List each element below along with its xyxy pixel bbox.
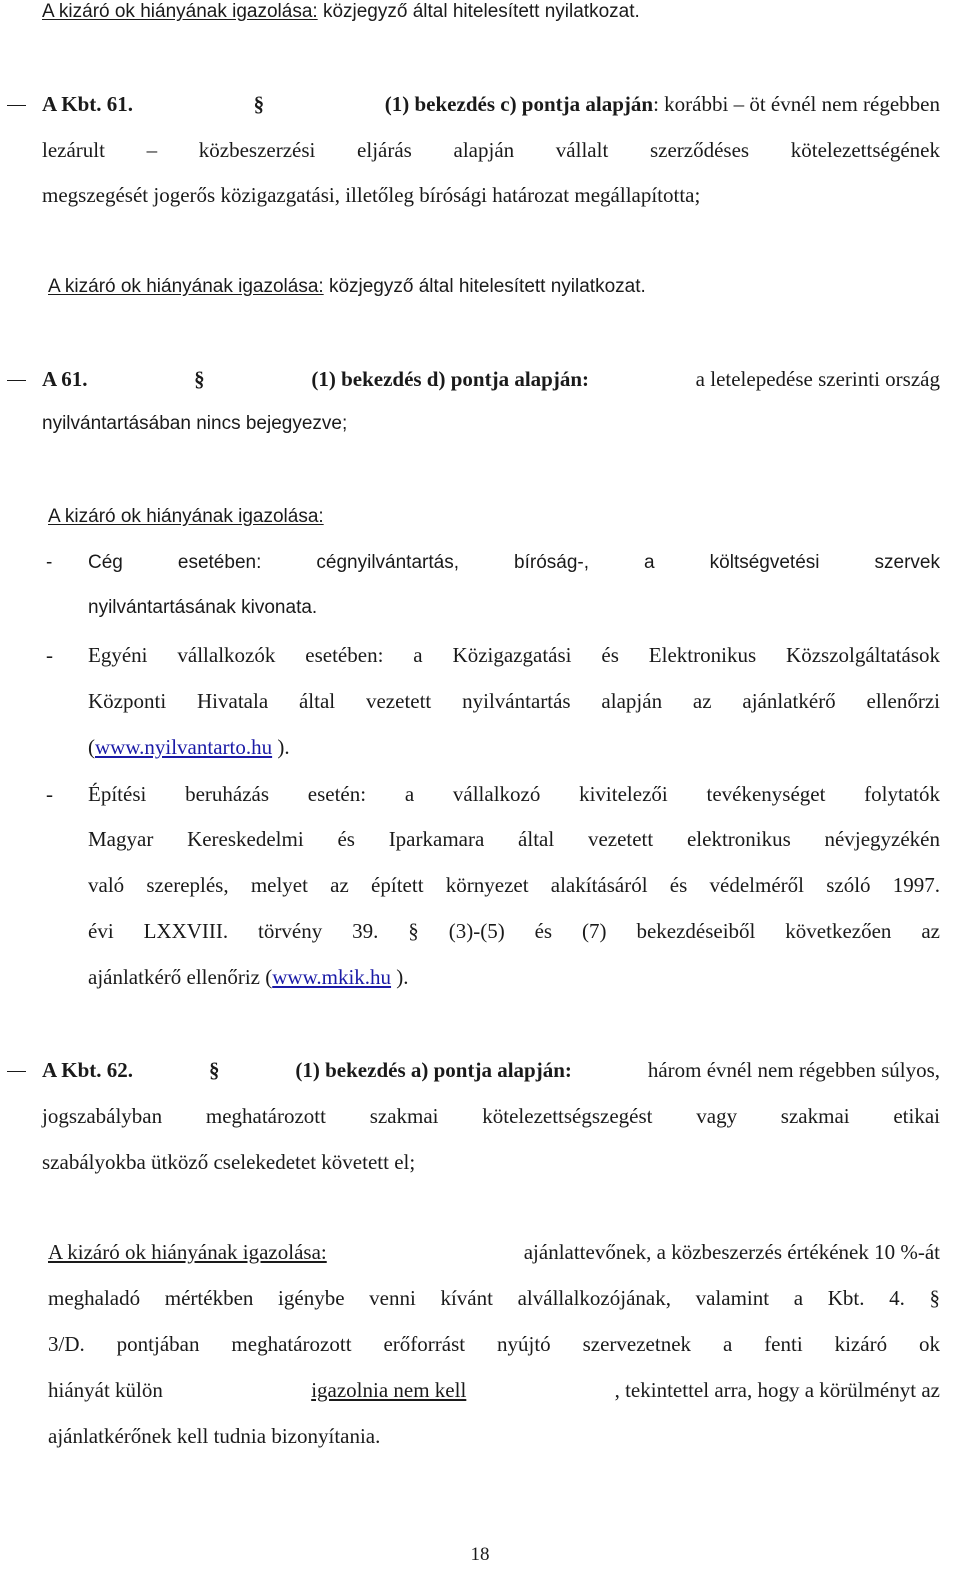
page-number: 18 (470, 1544, 490, 1565)
verification-statement-1: A kizáró ok hiányának igazolása: közjegyző által hitelesített nyilatkozat. (42, 1, 640, 22)
verification-heading: A kizáró ok hiányának igazolása: (42, 1, 318, 22)
construction-line5: ajánlatkérő ellenőriz (www.mkik.hu ). (88, 965, 409, 989)
kbt61d-line1: A 61. § (1) bekezdés d) pontja alapján: a letelepedése szerinti ország (42, 367, 940, 391)
em-dash-bullet (7, 380, 26, 381)
block4-line4: hiányát külön igazolnia nem kell , tekintettel arra, hogy a körülményt az (48, 1378, 940, 1402)
construction-line4: évi LXXVIII. törvény 39. § (3)-(5) és (7) bekezdéseiből következően az (88, 919, 940, 943)
sole-trader-line2: Központi Hivatala által vezetett nyilvántartás alapján az ajánlatkérő ellenőrzi (88, 689, 940, 713)
bullet-hyphen: - (46, 782, 53, 806)
kbt61c-line3: megszegését jogerős közigazgatási, illetőleg bírósági határozat megállapította; (42, 183, 701, 207)
verification-heading-3: A kizáró ok hiányának igazolása: (48, 506, 324, 527)
sole-trader-line1: Egyéni vállalkozók esetében: a Közigazgatási és Elektronikus Közszolgáltatások (88, 643, 940, 667)
company-case-line2: nyilvántartásának kivonata. (88, 597, 318, 618)
block4-line3: 3/D. pontjában meghatározott erőforrást nyújtó szervezetnek a fenti kizáró ok (48, 1332, 940, 1356)
not-required-emphasis: igazolnia nem kell (311, 1378, 467, 1402)
nyilvantarto-link[interactable]: www.nyilvantarto.hu (95, 735, 273, 759)
block4-line1: A kizáró ok hiányának igazolása: ajánlattevőnek, a közbeszerzés értékének 10 %-át (48, 1240, 940, 1264)
verification-statement-2: A kizáró ok hiányának igazolása: közjegyző által hitelesített nyilatkozat. (48, 276, 646, 297)
kbt62a-line2: jogszabályban meghatározott szakmai kötelezettségszegést vagy szakmai etikai (42, 1104, 940, 1128)
kbt62a-line3: szabályokba ütköző cselekedetet követett el; (42, 1150, 416, 1174)
company-case-line1: Cég esetében: cégnyilvántartás, bíróság-, a költségvetési szervek (88, 552, 940, 573)
mkik-link[interactable]: www.mkik.hu (272, 965, 392, 989)
kbt61c-line2: lezárult – közbeszerzési eljárás alapján vállalt szerződéses kötelezettségének (42, 138, 940, 162)
em-dash-bullet (7, 1071, 26, 1072)
construction-line3: való szereplés, melyet az épített környezet alakításáról és védelméről szóló 1997. (88, 873, 940, 897)
sole-trader-line3: (www.nyilvantarto.hu ). (88, 735, 290, 759)
construction-line2: Magyar Kereskedelmi és Iparkamara által vezetett elektronikus névjegyzékén (88, 827, 940, 851)
block4-line5: ajánlatkérőnek kell tudnia bizonyítania. (48, 1424, 381, 1448)
bullet-hyphen: - (46, 552, 53, 573)
block4-line2: meghaladó mértékben igénybe venni kívánt alvállalkozójának, valamint a Kbt. 4. § (48, 1286, 940, 1310)
em-dash-bullet (7, 105, 26, 106)
kbt62a-line1: A Kbt. 62. § (1) bekezdés a) pontja alapján: három évnél nem régebben súlyos, (42, 1058, 940, 1082)
kbt61c-line1: A Kbt. 61. § (1) bekezdés c) pontja alapján: korábbi – öt évnél nem régebben (42, 92, 940, 116)
kbt61d-line2: nyilvántartásában nincs bejegyezve; (42, 413, 348, 434)
construction-line1: Építési beruházás esetén: a vállalkozó kivitelezői tevékenységet folytatók (88, 782, 940, 806)
bullet-hyphen: - (46, 643, 53, 667)
